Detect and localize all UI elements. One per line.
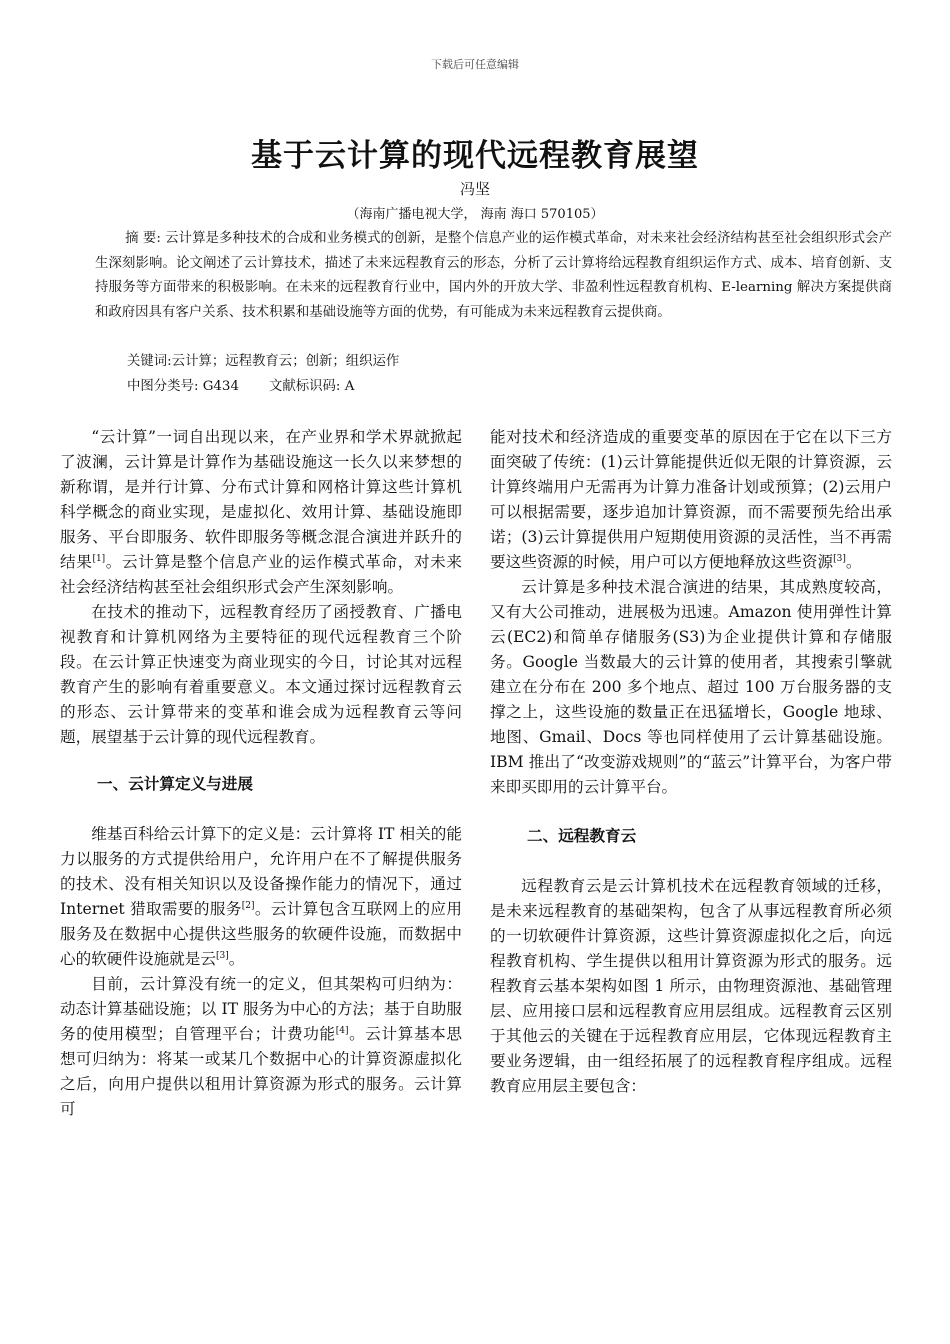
paragraph-text: 。 xyxy=(228,950,245,968)
classification xyxy=(127,375,354,394)
paragraph-text: 。 xyxy=(845,553,862,571)
author: 冯坚 xyxy=(459,180,490,198)
paragraph-text: 能对技术和经济造成的重要变革的原因在于它在以下三方面突破了传统：(1)云计算能提供近似无限的计算资源，云计算终端用户无需再为计算力准备计划或预算；(2)云用户可以根据需要，逐步追加计算资源，而不需要预先给出承诺；(3)云计算提供用户短期使用资源的灵活性，当不再需要这些资源的时候，用户可以方便地释放这些资源 xyxy=(490,428,892,571)
paragraph-text: 目前，云计算没有统一的定义，但其架构可归纳为：动态计算基础设施；以 IT 服务为中心的方法；基于自助服务的使用模型；自管理平台；计费功能 xyxy=(60,975,462,1043)
section-heading: 二、远程教育云 xyxy=(527,827,637,845)
document-code: 文献标识码: A xyxy=(268,379,355,394)
header-note: 下载后可任意编辑 xyxy=(431,58,519,71)
keywords: 关键词:云计算；远程教育云；创新；组织运作 xyxy=(127,354,400,369)
abstract xyxy=(95,227,892,325)
paragraph xyxy=(60,972,462,1122)
citation: [3] xyxy=(833,553,846,564)
citation: [1] xyxy=(92,553,106,564)
paragraph xyxy=(60,425,462,600)
clc-number: 中图分类号: G434 xyxy=(127,379,239,394)
paragraph-text: 。云计算包含互联网上的应用服务及在数据中心提供这些服务的软硬件设施，而数据中心的软硬件设施就是云 xyxy=(60,900,462,968)
section-heading: 一、云计算定义与进展 xyxy=(97,775,253,793)
affiliation: （海南广播电视大学， 海南 海口 570105） xyxy=(346,207,604,222)
citation: [4] xyxy=(335,1025,349,1036)
left-column xyxy=(60,425,462,1122)
paragraph-text: 。云计算是整个信息产业的运作模式革命，对未来社会经济结构甚至社会组织形式会产生深刻影响。 xyxy=(60,553,462,596)
citation: [3] xyxy=(215,950,229,961)
right-column xyxy=(490,425,892,1099)
paragraph-text: 。云计算基本思想可归纳为：将某一或某几个数据中心的计算资源虚拟化之后，向用户提供以租用计算资源为形式的服务。云计算可 xyxy=(60,1025,462,1118)
paragraph-text: 维基百科给云计算下的定义是：云计算将 IT 相关的能力以服务的方式提供给用户，允许用户在不了解提供服务的技术、没有相关知识以及设备操作能力的情况下，通过 Internet 猎取需要的服务 xyxy=(60,825,462,918)
paragraph: 云计算是多种技术混合演进的结果，其成熟度较高，又有大公司推动，进展极为迅速。Amazon 使用弹性计算云(EC2)和简单存储服务(S3)为企业提供计算和存储服务。Google 当数最大的云计算的使用者，其搜索引擎就建立在分布在 200 多个地点、超过 100 万台服务器的支撑之上，这些设施的数量正在迅猛增长，Google 地球、地图、Gmail、Docs 等也同样使用了云计算基础设施。IBM 推出了“改变游戏规则”的“蓝云”计算平台，为客户带来即买即用的云计算平台。 xyxy=(490,578,892,796)
paragraph: 远程教育云是云计算机技术在远程教育领域的迁移，是未来远程教育的基础架构，包含了从事远程教育所必须的一切软硬件计算资源，这些计算资源虚拟化之后，向远程教育机构、学生提供以租用计算资源为形式的服务。远程教育云基本架构如图 1 所示，由物理资源池、基础管理层、应用接口层和远程教育应用层组成。远程教育云区别于其他云的关键在于远程教育应用层，它体现远程教育主要业务逻辑，由一组经拓展了的远程教育程序组成。远程教育应用层主要包含： xyxy=(490,877,892,1095)
citation: [2] xyxy=(241,900,255,911)
abstract-label: 摘 要: xyxy=(125,231,161,246)
paper-title: 基于云计算的现代远程教育展望 xyxy=(251,138,699,174)
paragraph xyxy=(490,425,892,575)
paragraph-text: “云计算”一词自出现以来，在产业界和学术界就掀起了波澜，云计算是计算作为基础设施这一长久以来梦想的新称谓，是并行计算、分布式计算和网格计算这些计算机科学概念的商业实现，是虚拟化、效用计算、基础设施即服务、平台即服务、软件即服务等概念混合演进并跃升的结果 xyxy=(60,428,462,571)
paragraph: 在技术的推动下，远程教育经历了函授教育、广播电视教育和计算机网络为主要特征的现代远程教育三个阶段。在云计算正快速变为商业现实的今日，讨论其对远程教育产生的影响有着重要意义。本文通过探讨远程教育云的形态、云计算带来的变革和谁会成为远程教育云等问题，展望基于云计算的现代远程教育。 xyxy=(60,603,462,746)
paragraph xyxy=(60,822,462,972)
abstract-text: 云计算是多种技术的合成和业务模式的创新，是整个信息产业的运作模式革命，对未来社会经济结构甚至社会组织形式会产生深刻影响。论文阐述了云计算技术，描述了未来远程教育云的形态，分析了云计算将给远程教育组织运作方式、成本、培育创新、支持服务等方面带来的积极影响。在未来的远程教育行业中，国内外的开放大学、非盈利性远程教育机构、E-learning 解决方案提供商和政府因具有客户关系、技术积累和基础设施等方面的优势，有可能成为未来远程教育云提供商。 xyxy=(95,231,892,320)
